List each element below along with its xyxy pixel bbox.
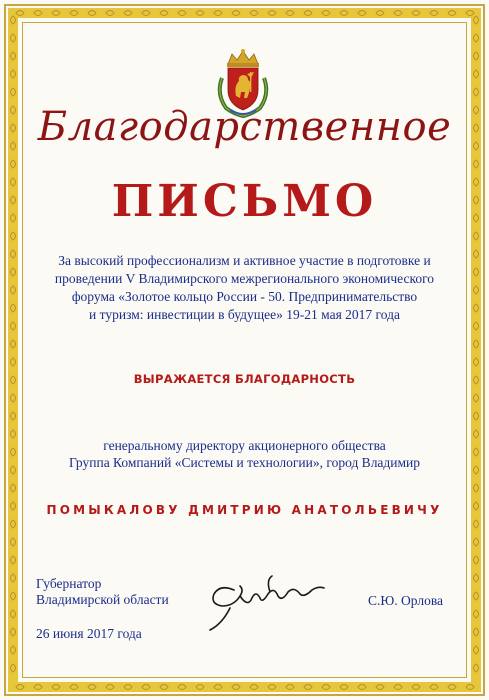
ornament-knot	[142, 11, 150, 16]
ornament-knot	[11, 250, 16, 258]
ornament-knot	[474, 448, 479, 456]
ornament-knot	[474, 268, 479, 276]
signatory-title-line: Владимирской области	[36, 592, 169, 607]
recipient-name: ПОМЫКАЛОВУ ДМИТРИЮ АНАТОЛЬЕВИЧУ	[46, 503, 443, 517]
ornament-knot	[124, 11, 132, 16]
ornament-knot	[474, 412, 479, 420]
title-script: Благодарственное	[37, 104, 452, 150]
ornament-knot	[250, 685, 258, 690]
ornament-knot	[11, 628, 16, 636]
ornament-knot	[11, 70, 16, 78]
issue-date: 26 июня 2017 года	[36, 626, 142, 641]
ornament-knot	[358, 11, 366, 16]
ornament-knot	[11, 466, 16, 474]
ornament-knot	[474, 574, 479, 582]
ornament-knot	[474, 520, 479, 528]
ornament-knot	[340, 11, 348, 16]
ornament-knot	[160, 11, 168, 16]
ornament-knot	[286, 11, 294, 16]
ornament-knot	[474, 610, 479, 618]
signatory-title	[36, 576, 206, 608]
ornament-knot	[214, 685, 222, 690]
ornament-knot	[11, 592, 16, 600]
ornament-knot	[178, 11, 186, 16]
ornament-knot	[11, 556, 16, 564]
ornament-knot	[11, 484, 16, 492]
ornament-knot	[394, 11, 402, 16]
ornament-knot	[11, 232, 16, 240]
ornament-knot	[250, 11, 258, 16]
ornament-knot	[11, 412, 16, 420]
ornament-knot	[11, 448, 16, 456]
recipient-paragraph	[40, 437, 449, 471]
ornament-knot	[70, 11, 78, 16]
ornament-knot	[16, 11, 24, 16]
ornament-knot	[11, 322, 16, 330]
ornament-knot	[11, 16, 16, 24]
ornament-knot	[474, 52, 479, 60]
ornament-knot	[474, 160, 479, 168]
ornament-knot	[474, 16, 479, 24]
ornament-knot	[474, 394, 479, 402]
ornament-knot	[474, 88, 479, 96]
ornament-knot	[304, 11, 312, 16]
ornament-knot	[88, 11, 96, 16]
ornament-knot	[16, 685, 24, 690]
ornament-knot	[474, 628, 479, 636]
ornament-knot	[178, 685, 186, 690]
ornament-knot	[376, 11, 384, 16]
ornament-knot	[304, 685, 312, 690]
ornament-knot	[34, 11, 42, 16]
ornament-knot	[196, 11, 204, 16]
ornament-knot	[474, 646, 479, 654]
ornament-knot	[232, 685, 240, 690]
ornament-knot	[11, 574, 16, 582]
ornament-knot	[52, 11, 60, 16]
ornament-knot	[474, 250, 479, 258]
ornament-knot	[474, 484, 479, 492]
ornament-knot	[106, 685, 114, 690]
ornament-knot	[268, 685, 276, 690]
ornament-knot	[70, 685, 78, 690]
gratitude-heading: ВЫРАЖАЕТСЯ БЛАГОДАРНОСТЬ	[133, 372, 356, 386]
ornament-knot	[106, 11, 114, 16]
ornament-knot	[142, 685, 150, 690]
ornament-knot	[286, 685, 294, 690]
ornament-knot	[340, 685, 348, 690]
ornament-knot	[474, 592, 479, 600]
ornament-knot	[268, 11, 276, 16]
ornament-knot	[160, 685, 168, 690]
ornament-knot	[214, 11, 222, 16]
ornament-knot	[11, 394, 16, 402]
signatory-name: С.Ю. Орлова	[368, 593, 444, 608]
ornament-knot	[11, 430, 16, 438]
recipient-line: Группа Компаний «Системы и технологии», город Владимир	[68, 455, 421, 470]
ornament-knot	[430, 11, 438, 16]
ornament-knot	[124, 685, 132, 690]
ornament-knot	[448, 685, 456, 690]
ornament-knot	[474, 340, 479, 348]
ornament-knot	[466, 685, 474, 690]
ornament-knot	[11, 358, 16, 366]
ornament-knot	[11, 646, 16, 654]
ornament-knot	[322, 685, 330, 690]
ornament-knot	[474, 232, 479, 240]
ornament-knot	[52, 685, 60, 690]
ornament-knot	[11, 520, 16, 528]
ornament-knot	[474, 70, 479, 78]
intro-line: форума «Золотое кольцо России - 50. Предпринимательство	[71, 289, 418, 304]
ornament-knot	[11, 664, 16, 672]
ornament-knot	[322, 11, 330, 16]
ornament-knot	[474, 304, 479, 312]
recipient-line: генеральному директору акционерного общества	[103, 438, 386, 453]
ornament-knot	[474, 538, 479, 546]
ornament-knot	[11, 610, 16, 618]
intro-line: проведении V Владимирского межрегионального экономического	[54, 271, 435, 286]
intro-line: За высокий профессионализм и активное участие в подготовке и	[58, 253, 431, 268]
ornament-knot	[474, 664, 479, 672]
ornament-knot	[474, 286, 479, 294]
ornament-knot	[11, 34, 16, 42]
signatory-title-line: Губернатор	[36, 576, 102, 591]
ornament-knot	[11, 52, 16, 60]
ornament-knot	[412, 11, 420, 16]
ornament-knot	[11, 304, 16, 312]
ornament-knot	[474, 358, 479, 366]
ornament-knot	[474, 34, 479, 42]
ornament-knot	[466, 11, 474, 16]
ornament-knot	[412, 685, 420, 690]
intro-paragraph	[40, 252, 449, 324]
ornament-knot	[474, 556, 479, 564]
ornament-knot	[232, 11, 240, 16]
ornament-knot	[376, 685, 384, 690]
ornament-knot	[11, 538, 16, 546]
ornament-knot	[358, 685, 366, 690]
ornament-knot	[474, 322, 479, 330]
ornament-knot	[474, 466, 479, 474]
ornament-knot	[474, 430, 479, 438]
ornament-knot	[430, 685, 438, 690]
ornament-knot	[34, 685, 42, 690]
ornament-knot	[11, 268, 16, 276]
ornament-knot	[11, 340, 16, 348]
ornament-knot	[394, 685, 402, 690]
ornament-knot	[11, 88, 16, 96]
ornament-knot	[11, 160, 16, 168]
title-main: ПИСЬМО	[111, 176, 378, 227]
ornament-knot	[448, 11, 456, 16]
ornament-knot	[88, 685, 96, 690]
intro-line: и туризм: инвестиции в будущее» 19-21 мая 2017 года	[89, 307, 400, 322]
ornament-knot	[11, 286, 16, 294]
ornament-knot	[196, 685, 204, 690]
